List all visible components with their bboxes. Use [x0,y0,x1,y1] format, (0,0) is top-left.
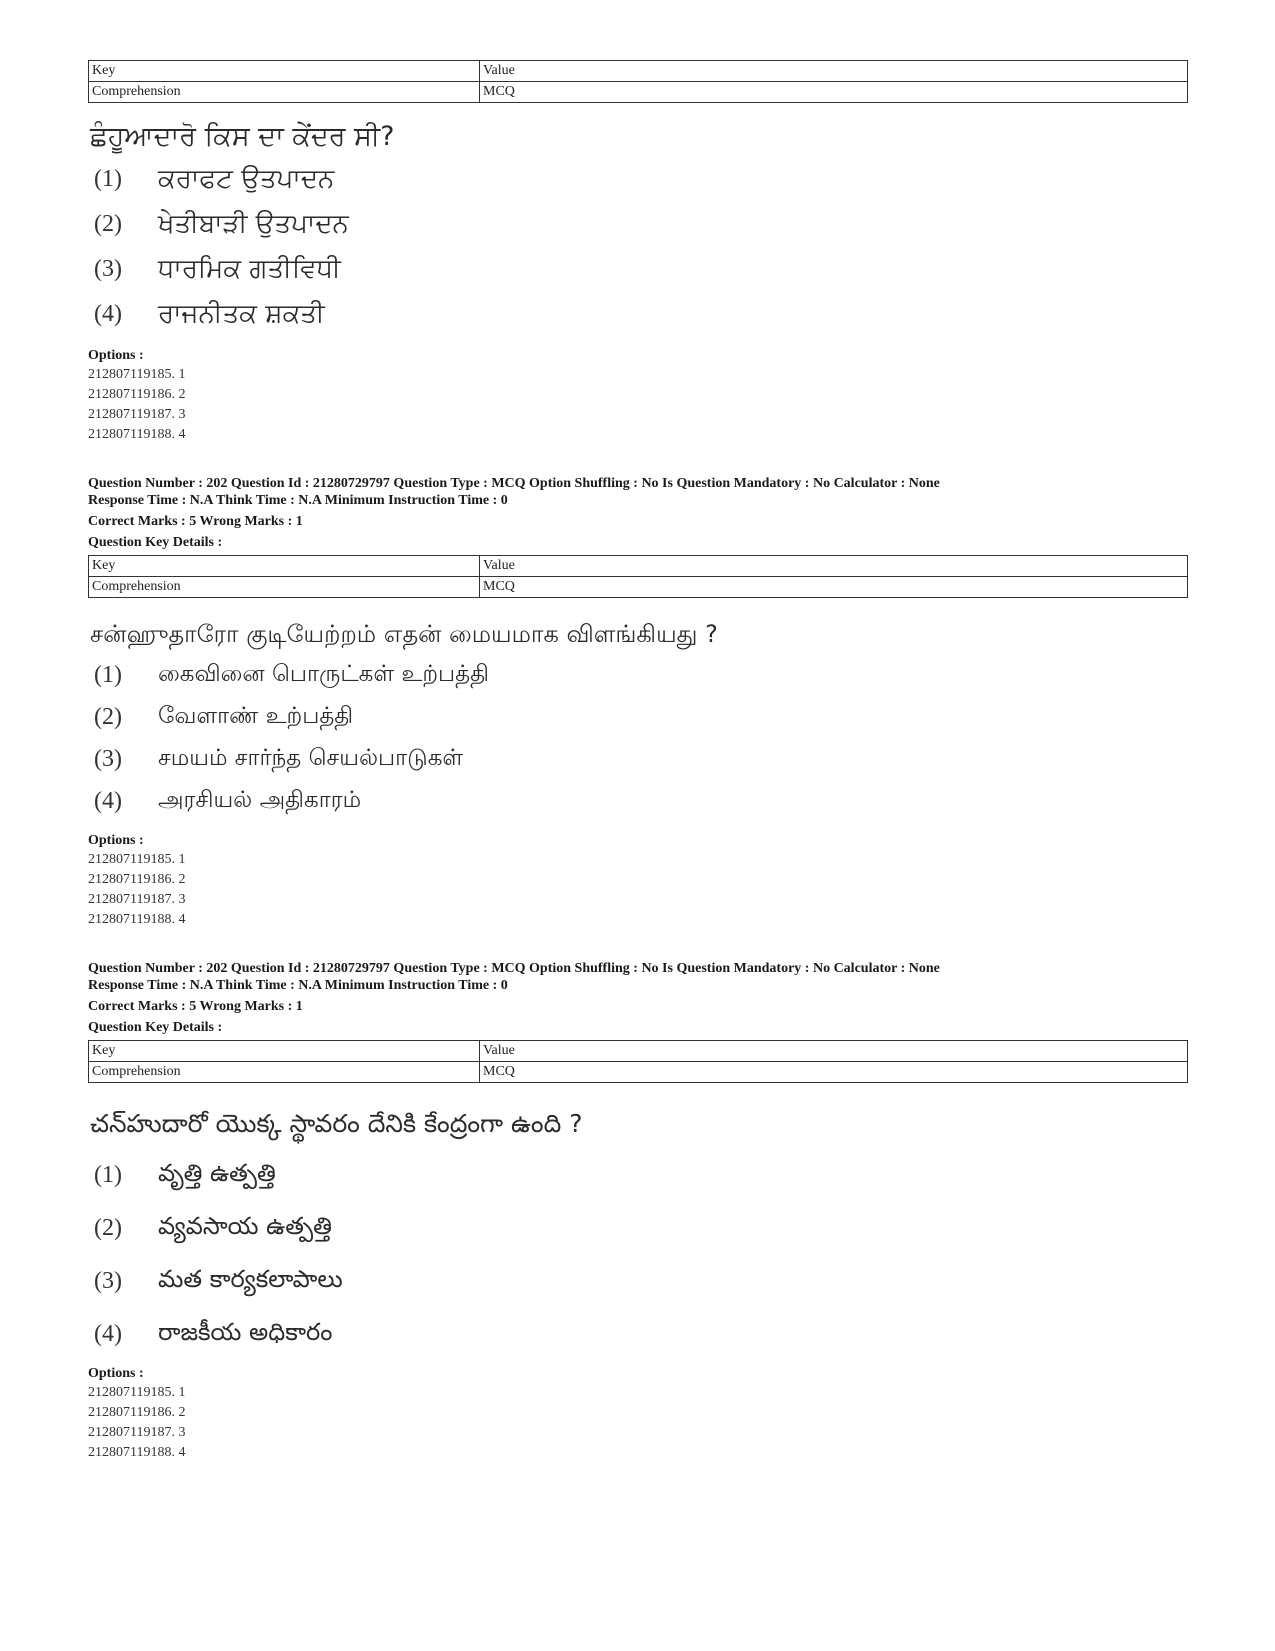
value-header: Value [480,556,1188,577]
option-id-list [88,850,1188,930]
value-cell: MCQ [480,1062,1188,1083]
marks-line: Correct Marks : 5 Wrong Marks : 1 [88,999,303,1014]
key-header: Key [89,1041,480,1062]
answer-option [88,654,1188,696]
answer-option [88,780,1188,822]
option-text: ਕਰਾਫਟ ਉਤਪਾਦਨ [158,164,335,194]
options-label: Options : [88,1366,144,1381]
option-number: (2) [94,211,122,237]
option-number: (1) [94,166,122,192]
option-id: 212807119186. 2 [88,872,186,887]
question-paper-page [88,60,1188,1463]
answer-option [88,738,1188,780]
question-key-details-label: Question Key Details : [88,1020,223,1035]
table-row [89,82,1188,103]
answer-option [88,1308,1188,1361]
key-header: Key [89,556,480,577]
value-header: Value [480,1041,1188,1062]
option-number: (3) [94,1268,122,1294]
option-text: మత కార్యకలాపాలు [158,1264,343,1293]
question-meta-line: Question Number : 202 Question Id : 21280729797 Question Type : MCQ Option Shuffling : No Is Question Mandatory : No Calculator : None [88,476,940,491]
option-number: (2) [94,1215,122,1241]
option-number: (1) [94,661,122,688]
option-id: 212807119188. 4 [88,912,186,927]
question-block-tamil [88,475,1188,930]
question-key-table [88,1040,1188,1083]
option-text: அரசியல் அதிகாரம் [158,786,362,813]
answer-option [88,1255,1188,1308]
question-meta-line: Question Number : 202 Question Id : 21280729797 Question Type : MCQ Option Shuffling : No Is Question Mandatory : No Calculator : None [88,961,940,976]
option-text: சமயம் சார்ந்த செயல்பாடுகள் [158,744,464,771]
table-row [89,577,1188,598]
marks-line: Correct Marks : 5 Wrong Marks : 1 [88,514,303,529]
question-key-table [88,60,1188,103]
question-block-punjabi [88,60,1188,445]
option-id: 212807119187. 3 [88,892,186,907]
answer-option [88,696,1188,738]
key-cell: Comprehension [89,577,480,598]
option-text: கைவினை பொருட்கள் உற்பத்தி [158,660,489,687]
question-meta-line: Response Time : N.A Think Time : N.A Minimum Instruction Time : 0 [88,978,508,993]
key-header: Key [89,61,480,82]
question-block-telugu [88,960,1188,1463]
option-number: (4) [94,1321,122,1347]
answer-option [88,157,1188,202]
question-text: ਛੰਹੂਆਦਾਰੋ ਕਿਸ ਦਾ ਕੇਂਦਰ ਸੀ? [90,121,395,152]
option-id: 212807119187. 3 [88,407,186,422]
question-meta [88,475,1188,551]
option-number: (1) [94,1162,122,1188]
option-number: (4) [94,787,122,814]
value-cell: MCQ [480,82,1188,103]
option-id: 212807119188. 4 [88,1445,186,1460]
option-text: రాజకీయ అధికారం [158,1317,333,1346]
option-id-list [88,365,1188,445]
question-key-table [88,555,1188,598]
option-id: 212807119186. 2 [88,1405,186,1420]
option-id: 212807119188. 4 [88,427,186,442]
question-text: చన్‌హుదారో యొక్క స్థావరం దేనికి కేంద్రంగా ఉంది ? [90,1109,583,1138]
option-number: (3) [94,745,122,772]
option-id: 212807119187. 3 [88,1425,186,1440]
value-cell: MCQ [480,577,1188,598]
answer-option [88,292,1188,337]
answer-option [88,1149,1188,1202]
key-cell: Comprehension [89,1062,480,1083]
answer-option [88,247,1188,292]
option-text: వ్యవసాయ ఉత్పత్తి [158,1211,332,1240]
question-key-details-label: Question Key Details : [88,535,223,550]
table-row [89,61,1188,82]
option-id: 212807119186. 2 [88,387,186,402]
option-text: ਖੇਤੀਬਾੜੀ ਉਤਪਾਦਨ [158,209,349,239]
question-meta-line: Response Time : N.A Think Time : N.A Minimum Instruction Time : 0 [88,493,508,508]
table-row [89,1062,1188,1083]
question-text: சன்ஹுதாரோ குடியேற்றம் எதன் மையமாக விளங்கியது ? [90,620,718,648]
question-meta [88,960,1188,1036]
table-row [89,556,1188,577]
option-text: వృత్తి ఉత్పత్తి [158,1158,276,1187]
value-header: Value [480,61,1188,82]
option-id: 212807119185. 1 [88,852,186,867]
answer-option [88,202,1188,247]
options-label: Options : [88,348,144,363]
key-cell: Comprehension [89,82,480,103]
option-number: (3) [94,256,122,282]
answer-option [88,1202,1188,1255]
option-id: 212807119185. 1 [88,367,186,382]
option-id: 212807119185. 1 [88,1385,186,1400]
option-number: (4) [94,301,122,327]
option-id-list [88,1383,1188,1463]
table-row [89,1041,1188,1062]
option-text: ਧਾਰਮਿਕ ਗਤੀਵਿਧੀ [158,254,341,284]
option-text: வேளாண் உற்பத்தி [158,702,354,729]
option-number: (2) [94,703,122,730]
options-label: Options : [88,833,144,848]
option-text: ਰਾਜਨੀਤਕ ਸ਼ਕਤੀ [158,299,325,329]
